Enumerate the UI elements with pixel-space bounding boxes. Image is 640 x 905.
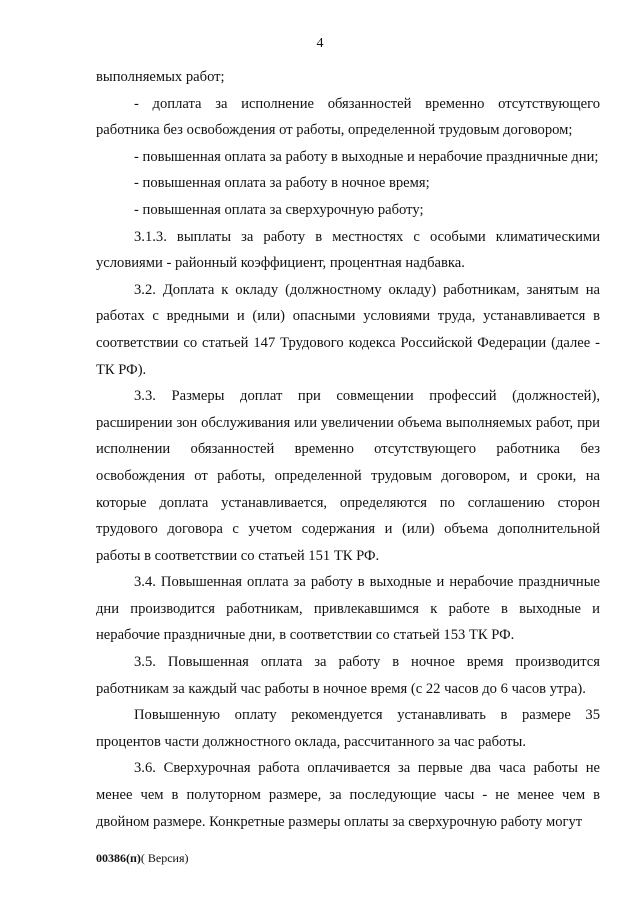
list-item-overtime-pay: - повышенная оплата за сверхурочную работу; [134, 201, 424, 218]
list-item-holiday-pay: - повышенная оплата за работу в выходные и нерабочие праздничные дни; [134, 148, 599, 165]
clause-3-5: 3.5. Повышенная оплата за работу в ночное время производится работникам за каждый час работы в ночное время (с 22 часов до 6 часов утра). [96, 654, 600, 697]
clause-3-1-3: 3.1.3. выплаты за работу в местностях с особыми климатическими условиями - районный коэффициент, процентная надбавка. [96, 228, 600, 272]
clause-3-2: 3.2. Доплата к окладу (должностному окладу) работникам, занятым на работах с вредными и (или) опасными условиями труда, устанавливается в соответствии со статьей 147 Трудового кодекса Российской Федерации (далее - ТК РФ). [96, 281, 600, 378]
clause-3-5-recommendation: Повышенную оплату рекомендуется устанавливать в размере 35 процентов части должностного оклада, рассчитанного за час работы. [96, 707, 600, 750]
document-version: ( Версия) [140, 851, 189, 865]
clause-3-4: 3.4. Повышенная оплата за работу в выходные и нерабочие праздничные дни производится работникам, привлекавшимся к работе в выходные и нерабочие праздничные дни, в соответствии со статьей 153 ТК РФ. [96, 574, 600, 644]
document-code: 00386(п) [96, 851, 141, 865]
clause-3-3: 3.3. Размеры доплат при совмещении профессий (должностей), расширении зон обслуживания или увеличении объема выполняемых работ, при исполнении обязанностей временно отсутствующего работника без освобождения от работы, определенной трудовым договором, и сроки, на которые доплата устанавливается, определяются по соглашению сторон трудового договора с учетом содержания и (или) объема дополнительной работы в соответствии со статьей 151 ТК РФ. [96, 388, 600, 564]
list-item-night-pay: - повышенная оплата за работу в ночное время; [134, 175, 430, 192]
page-number: 4 [316, 36, 324, 51]
document-footer [96, 851, 189, 866]
clause-3-6: 3.6. Сверхурочная работа оплачивается за первые два часа работы не менее чем в полуторном размере, за последующие часы - не менее чем в двойном размере. Конкретные размеры оплаты за сверхурочную работу могут [96, 760, 600, 830]
document-body [96, 64, 600, 835]
paragraph-continuation: выполняемых работ; [96, 69, 225, 85]
list-item-substitution-pay: - доплата за исполнение обязанностей временно отсутствующего работника без освобождения от работы, определенной трудовым договором; [96, 95, 600, 139]
